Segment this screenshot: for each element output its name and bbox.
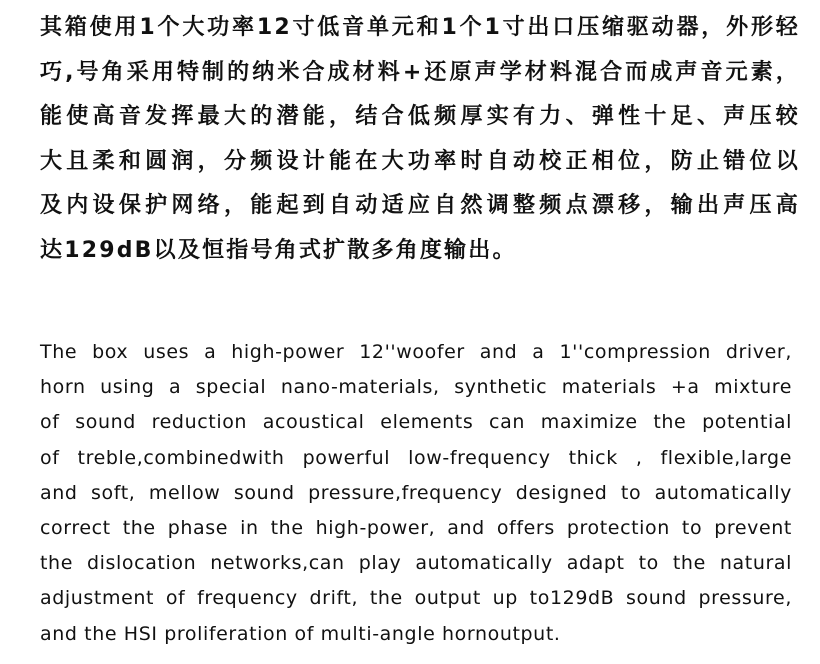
english-text-line: of sound reduction acoustical elements can maximize the potential [40, 411, 792, 434]
english-text-line: and the HSI proliferation of multi-angle hornoutput. [40, 622, 561, 645]
english-text-line: horn using a special nano-materials, synthetic materials +a mixture [40, 376, 792, 399]
chinese-text-line: 巧,号角采用特制的纳米合成材料+还原声学材料混合而成声音元素， [40, 59, 800, 85]
english-text-line: of treble,combinedwith powerful low-frequency thick , flexible,large [40, 446, 792, 469]
chinese-text-line: 及内设保护网络，能起到自动适应自然调整频点漂移，输出声压高 [40, 193, 800, 218]
english-text-line: the dislocation networks,can play automatically adapt to the natural [40, 552, 792, 575]
english-text-line: correct the phase in the high-power, and offers protection to prevent [40, 516, 792, 539]
english-text-line: The box uses a high-power 12''woofer and a 1''compression driver, [40, 341, 792, 363]
chinese-text-line: 大且柔和圆润，分频设计能在大功率时自动校正相位，防止错位以 [40, 148, 800, 174]
chinese-text-line: 其箱使用1个大功率12寸低音单元和1个1寸出口压缩驱动器，外形轻 [40, 15, 800, 40]
english-description [40, 335, 792, 652]
english-text-line: adjustment of frequency drift, the output up to129dB sound pressure, [40, 587, 792, 610]
chinese-text-line: 能使高音发挥最大的潜能，结合低频厚实有力、弹性十足、声压较 [40, 104, 800, 129]
english-text-line: and soft, mellow sound pressure,frequency designed to automatically [40, 481, 792, 504]
chinese-text-line: 达129dB以及恒指号角式扩散多角度输出。 [40, 237, 517, 263]
chinese-description [40, 6, 800, 273]
